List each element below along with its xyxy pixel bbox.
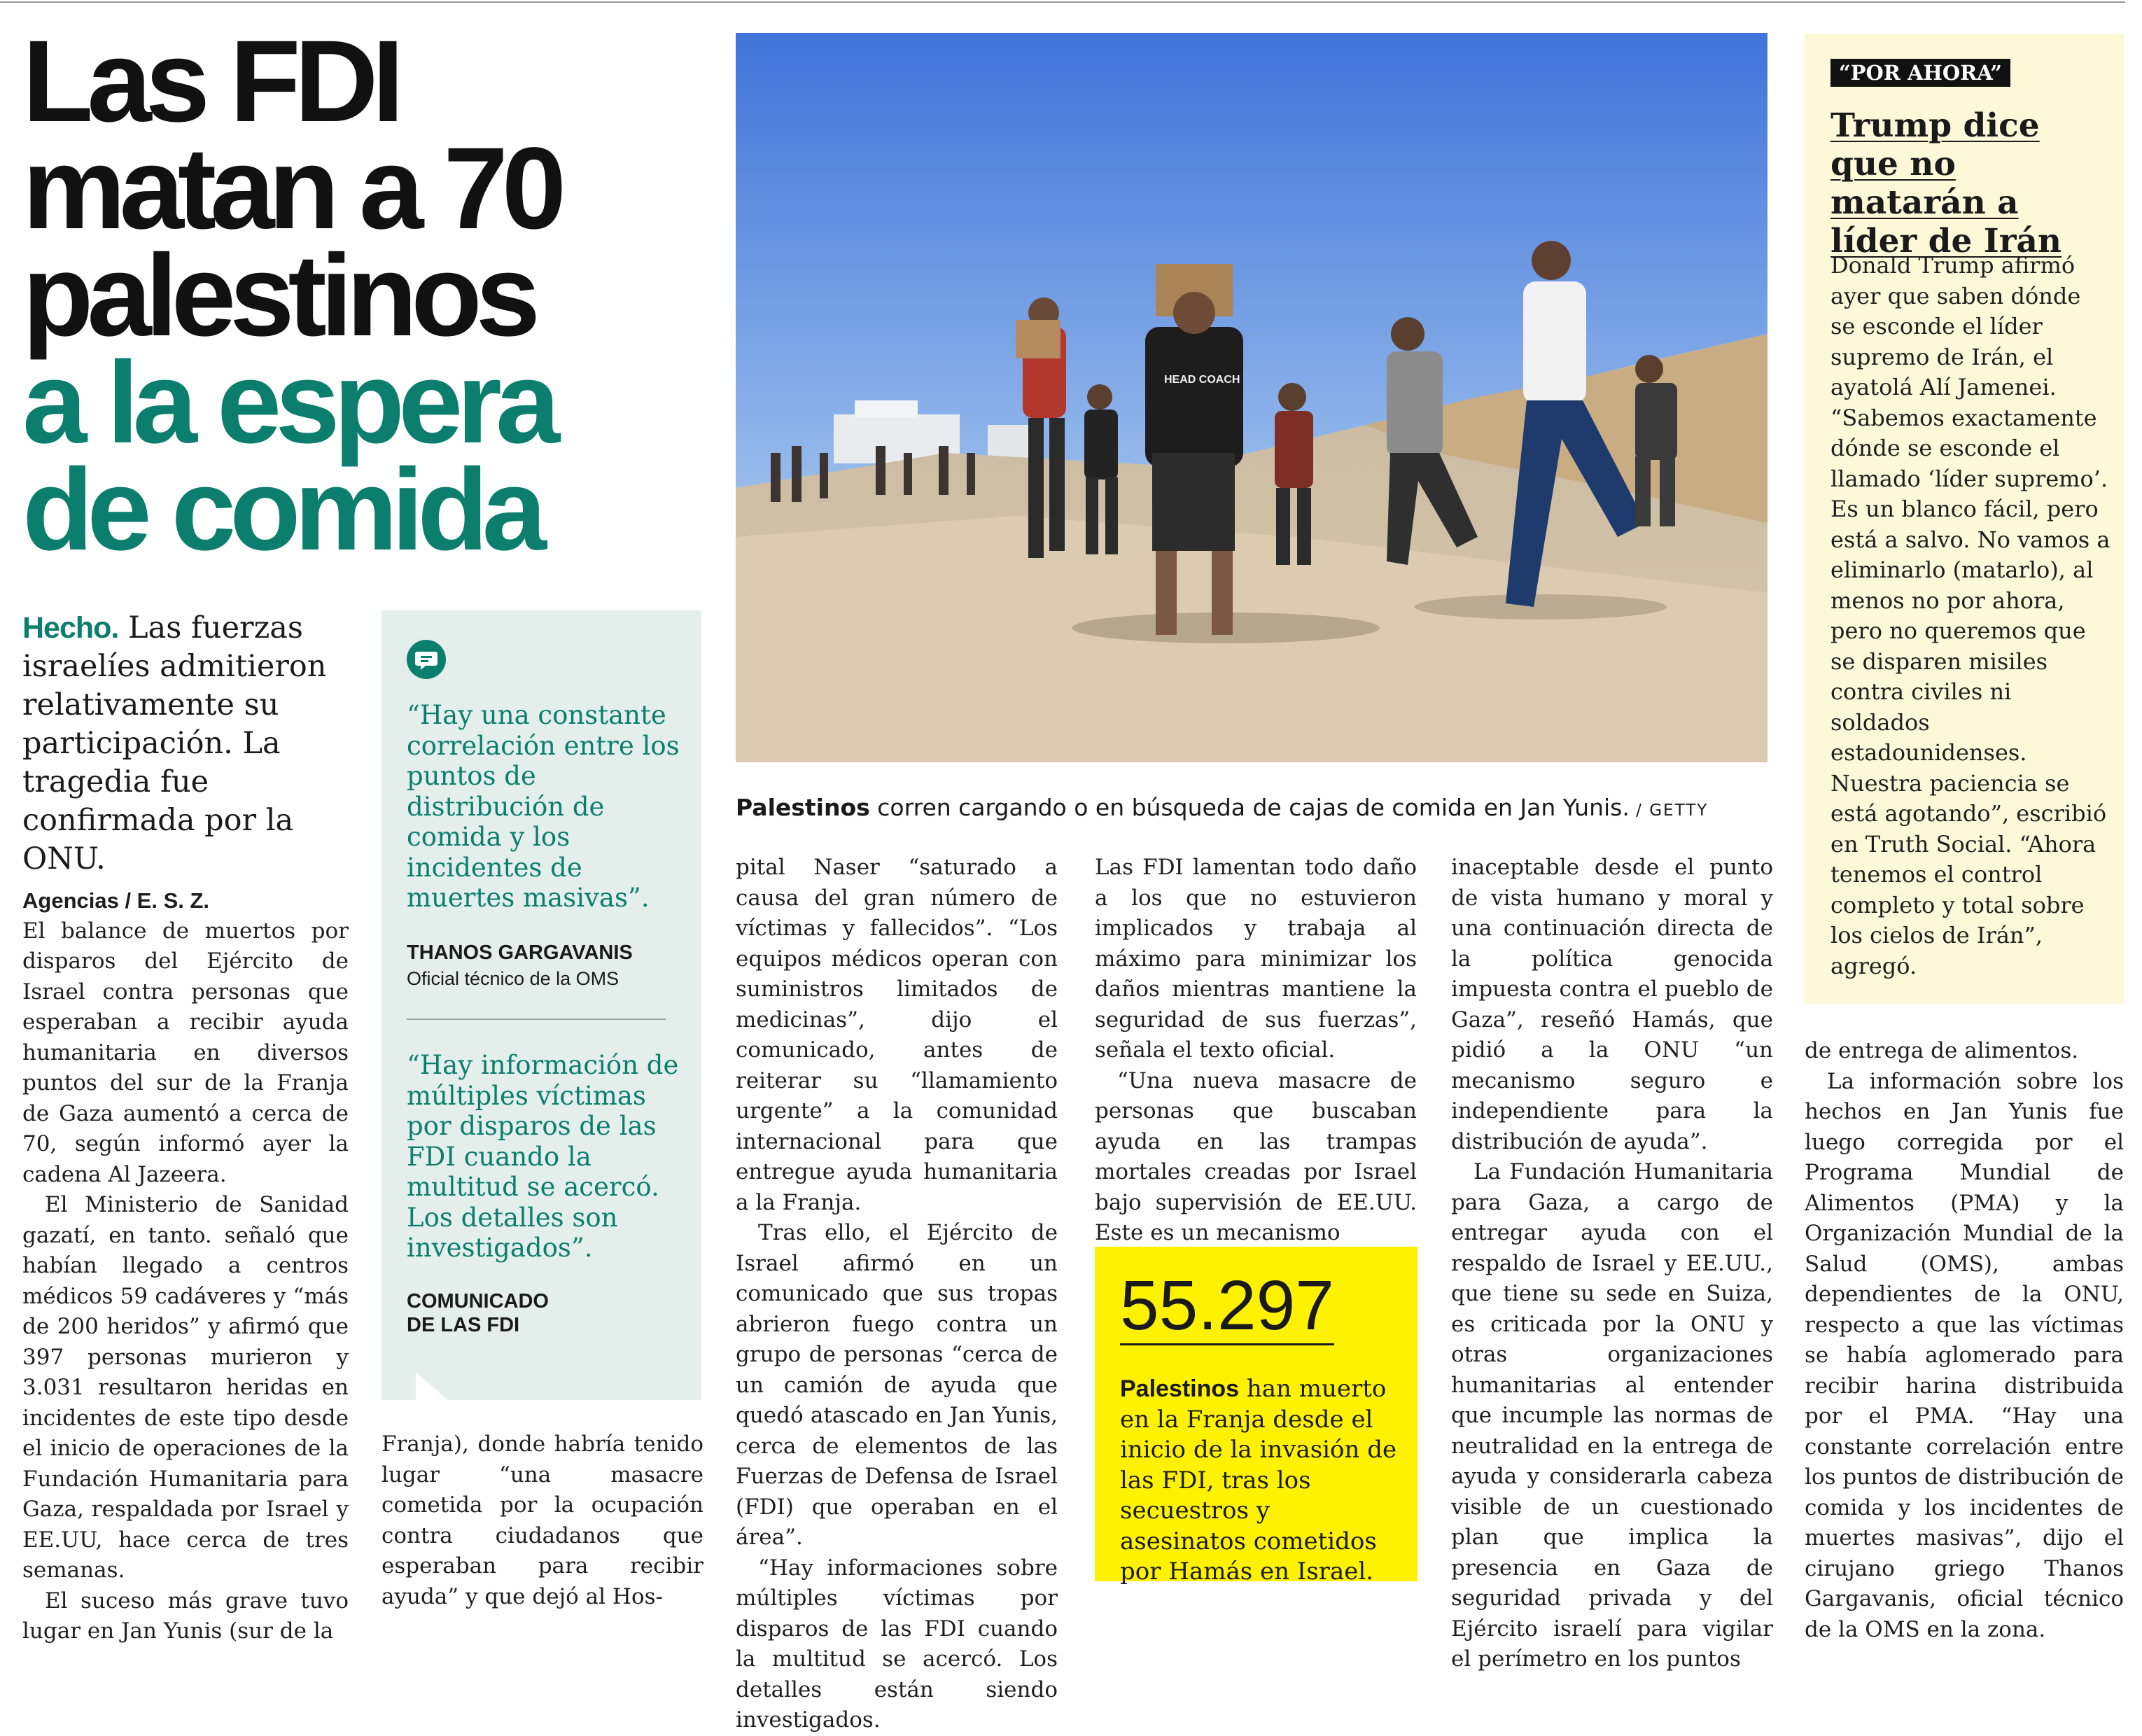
speech-bubble-icon [407, 640, 446, 679]
quote-1-name: THANOS GARGAVANIS [407, 941, 633, 964]
quote-box [382, 610, 701, 1400]
col4-paragraph-1: Las FDI lamentan todo daño a los que no estuvieron implicados y trabaja al máximo para minimizar los daños mientras mantiene la seguridad de sus fuerzas”, señala el texto oficial. [1095, 855, 1417, 1063]
col3-paragraph-2: Tras ello, el Ejército de Israel afirmó en un comunicado que sus tropas abrieron fuego contra un grupo de personas “cerca de un camión de ayuda que quedó atascado en Jan Yunis, cerca de elementos de las Fuerzas de Defensa de Israel (FDI) que operaban en el área”. [736, 1220, 1058, 1550]
col1-paragraph-3: El suceso más grave tuvo lugar en Jan Yunis (sur de la [22, 1588, 349, 1644]
stat-box [1095, 1247, 1418, 1586]
photo-caption [736, 794, 1772, 825]
quote-2-name-line-2: DE LAS FDI [407, 1314, 520, 1336]
stat-description [1120, 1374, 1400, 1588]
sidebar-body: Donald Trump afirmó ayer que saben dónde se esconde el líder supremo de Irán, el ayatolá Alí Jamenei. “Sabemos exactamente dónde se esconde el llamado ‘líder supremo’. Es un blanco fácil, pero está a salvo. No vamos a eliminarlo (matarlo), al menos no por ahora, pero no queremos que se disparen misiles contra civiles ni soldados estadounidenses. Nuestra paciencia se está agotando”, escribió en Truth Social. “Ahora tenemos el control completo y total sobre los cielos de Irán”, agregó. [1830, 252, 2110, 979]
top-rule [0, 1, 2125, 3]
shirt-text: HEAD COACH [1164, 374, 1240, 386]
stat-text: han muerto en la Franja desde el inicio de la invasión de las FDI, tras los secuestros y asesinatos cometidos por Hamás en Israel. [1120, 1375, 1397, 1586]
article-column-2 [382, 1429, 704, 1612]
article-column-3 [736, 853, 1058, 1736]
headline-line-2: matan a 70 [22, 124, 561, 253]
caption-credit: / GETTY [1629, 802, 1709, 820]
col3-paragraph-1: pital Naser “saturado a causa del gran número de víctimas y fallecidos”. “Los equipos médicos operan con suministros limitados de medicinas”, dijo el comunicado, antes de reiterar su “llamamiento urgente” a la comunidad internacional para que entregue ayuda humanitaria a la Franja. [736, 855, 1058, 1215]
col1-paragraph-2: El Ministerio de Sanidad gazatí, en tanto. señaló que habían llegado a centros médicos 59 cadáveres y “más de 200 heridos” y afirmó que 397 personas murieron y 3.031 resultaron heridas en incidentes de este tipo desde el inicio de operaciones de la Fundación Humanitaria para Gaza, respaldada por Israel y EE.UU, hace cerca de tres semanas. [22, 1192, 349, 1583]
headline-line-3: palestinos [22, 231, 535, 360]
lead-text: Las fuerzas israelíes admitieron relativamente su participación. La tragedia fue confirmada por la ONU. [22, 610, 327, 876]
headline-line-1: Las FDI [22, 17, 398, 146]
quote-2-name-line-1: COMUNICADO [407, 1290, 549, 1312]
quote-2-text: “Hay información de múltiples víctimas por disparos de las FDI cuando la multitud se acercó. Los detalles son investigados”. [407, 1050, 679, 1263]
lead-keyword: Hecho. [22, 611, 119, 645]
col1-paragraph-1: El balance de muertos por disparos del Ejército de Israel contra personas que esperaban a recibir ayuda humanitaria en diversos puntos del sur de la Franja de Gaza aumentó a cerca de 70, según informó ayer la cadena Al Jazeera. [22, 918, 349, 1187]
col6-paragraph-1: de entrega de alimentos. [1805, 1038, 2079, 1063]
article-column-1 [22, 886, 349, 1647]
sidebar-box [1805, 34, 2124, 1004]
col3-paragraph-3: “Hay informaciones sobre múltiples víctimas por disparos de las FDI cuando la multitud se acercó. Los detalles están siendo investigados. [736, 1555, 1058, 1732]
col2-paragraph: Franja), donde habría tenido lugar “una masacre cometida por la ocupación contra ciudadanos que esperaban para recibir ayuda” y que dejó al Hos- [382, 1432, 704, 1609]
article-column-4 [1095, 853, 1417, 1249]
sidebar-tag: “POR AHORA” [1830, 59, 2010, 87]
sidebar-title: Trump dice que no matarán a líder de Irán [1830, 106, 2062, 260]
stat-number: 55.297 [1120, 1266, 1334, 1345]
article-column-5 [1451, 853, 1773, 1675]
byline: Agencias / E. S. Z. [22, 888, 210, 913]
caption-text: corren cargando o en búsqueda de cajas de comida en Jan Yunis. [869, 794, 1630, 821]
headline [22, 17, 722, 575]
col5-paragraph-2: La Fundación Humanitaria para Gaza, a cargo de entregar ayuda con el respaldo de Israel y EE.UU., que tiene su sede en Suiza, es criticada por la ONU y otras organizaciones humanitarias al entender que incumple las normas de neutralidad en la entrega de ayuda y considerarla cabeza visible de un cuestionado plan que implica la presencia en Gaza de seguridad privada y del Ejército israelí para vigilar el perímetro en los puntos [1451, 1159, 1773, 1672]
caption-bold: Palestinos [736, 794, 870, 821]
headline-line-5: de comida [22, 445, 541, 575]
col5-paragraph-1: inaceptable desde el punto de vista humano y moral y una continuación directa de la política genocida impuesta contra el pueblo de Gaza”, reseñó Hamás, que pidió a la ONU “un mecanismo seguro e independiente para la distribución de ayuda”. [1451, 855, 1773, 1154]
lead-paragraph [22, 609, 350, 878]
col6-paragraph-2: La información sobre los hechos en Jan Yunis fue luego corregida por el Programa Mundial de Alimentos (PMA) y la Organización Mundial de la Salud (OMS), ambas dependientes de la ONU, respecto a que las víctimas se había aglomerado para recibir harina distribuida por el PMA. “Hay una constante correlación entre los puntos de distribución de comida y los incidentes de muertes masivas”, dijo el cirujano griego Thanos Gargavanis, oficial técnico de la OMS en la zona. [1805, 1068, 2124, 1642]
quote-1-role: Oficial técnico de la OMS [407, 968, 620, 989]
headline-line-4: a la espera [22, 338, 554, 468]
article-column-6 [1805, 1036, 2124, 1645]
quote-divider [407, 1018, 666, 1020]
stat-bold: Palestinos [1120, 1376, 1240, 1402]
quote-1-text: “Hay una constante correlación entre los puntos de distribución de comida y los incidentes de muertes masivas”. [407, 700, 680, 913]
quote-box-notch [416, 1372, 449, 1401]
col4-paragraph-2: “Una nueva masacre de personas que buscaban ayuda en las trampas mortales creadas por Israel bajo supervisión de EE.UU. Este es un mecanismo [1095, 1068, 1417, 1245]
news-photo [736, 33, 1768, 762]
